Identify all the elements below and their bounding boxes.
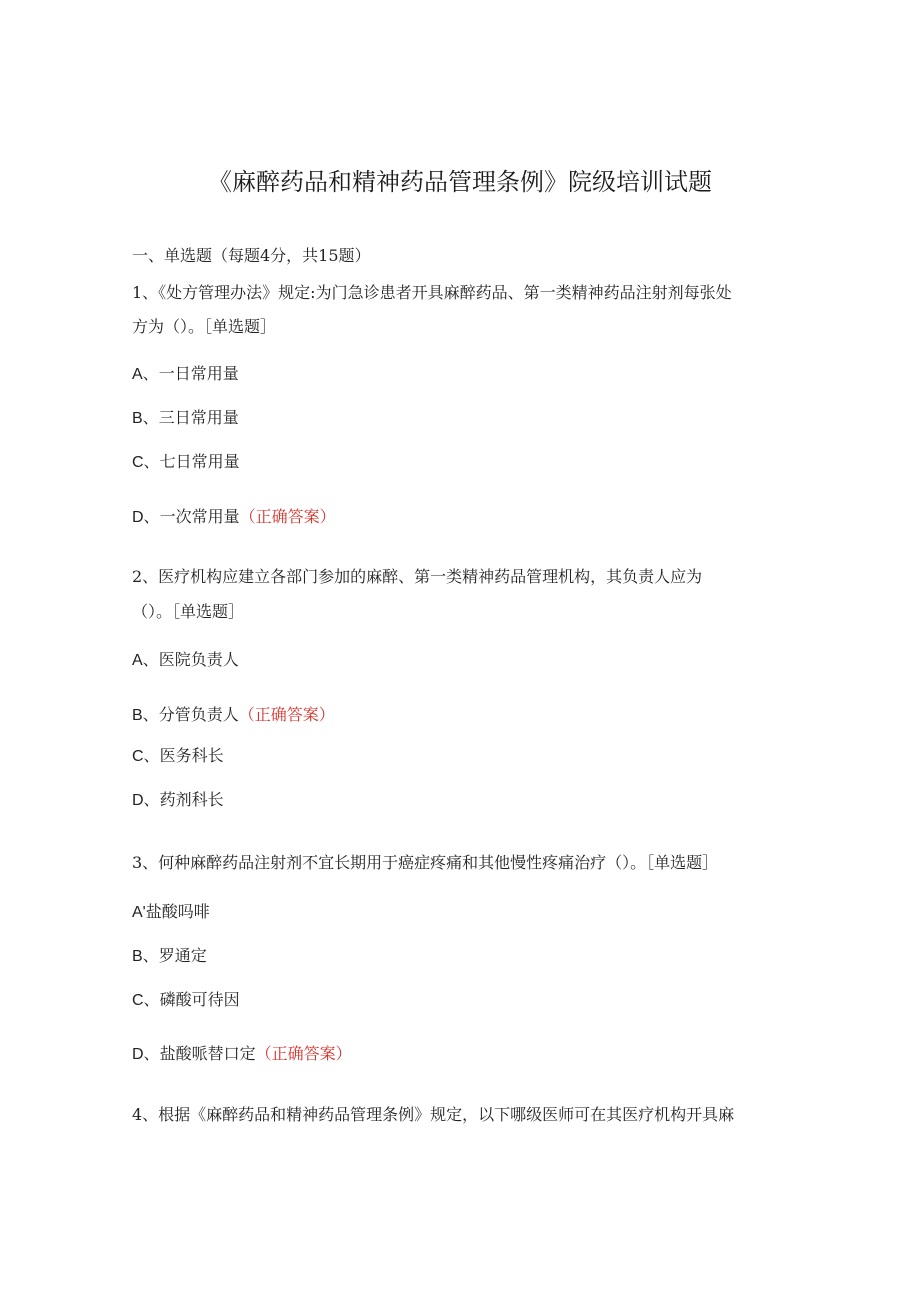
q3-option-b — [132, 946, 207, 967]
document-title: 《麻醉药品和精神药品管理条例》院级培训试题 — [208, 168, 712, 196]
option-text: 医务科长 — [159, 746, 224, 765]
question-2-text-cont: （）。［单选题］ — [132, 602, 245, 621]
q1-option-b — [132, 408, 239, 429]
option-prefix: B、 — [132, 707, 159, 724]
q1-option-d — [132, 507, 336, 528]
option-text: 罗通定 — [158, 946, 207, 965]
option-text: 盐酸吗啡 — [145, 902, 210, 921]
option-prefix: D、 — [132, 509, 160, 526]
q1-option-a — [132, 364, 239, 385]
correct-answer-marker: （正确答案） — [238, 705, 335, 724]
option-prefix: A' — [132, 904, 146, 921]
q2-option-c — [132, 746, 224, 767]
option-text: 一次常用量 — [159, 507, 240, 526]
q3-option-d — [132, 1044, 352, 1065]
option-text: 三日常用量 — [158, 408, 239, 427]
option-text: 药剂科长 — [159, 790, 224, 809]
q1-option-c — [132, 452, 240, 473]
option-text: 七日常用量 — [159, 452, 240, 471]
option-text: 医院负责人 — [158, 650, 239, 669]
question-1-text-cont: 方为（）。［单选题］ — [132, 317, 277, 336]
q2-option-d — [132, 790, 224, 811]
option-text: 分管负责人 — [158, 705, 239, 724]
option-prefix: C、 — [132, 992, 160, 1009]
option-prefix: B、 — [132, 410, 159, 427]
question-3-text: 3、何种麻醉药品注射剂不宜长期用于癌症疼痛和其他慢性疼痛治疗（）。［单选题］ — [132, 853, 719, 872]
q3-option-a — [132, 902, 210, 923]
option-prefix: D、 — [132, 1046, 160, 1063]
question-2-text: 2、医疗机构应建立各部门参加的麻醉、第一类精神药品管理机构，其负责人应为 — [132, 567, 703, 586]
q3-option-c — [132, 990, 240, 1011]
q2-option-b — [132, 705, 335, 726]
option-prefix: B、 — [132, 948, 159, 965]
option-text: 磷酸可待因 — [159, 990, 240, 1009]
correct-answer-marker: （正确答案） — [255, 1044, 352, 1063]
option-prefix: C、 — [132, 454, 160, 471]
option-prefix: D、 — [132, 792, 160, 809]
question-4-text: 4、根据《麻醉药品和精神药品管理条例》规定，以下哪级医师可在其医疗机构开具麻 — [132, 1105, 735, 1124]
q2-option-a — [132, 650, 239, 671]
option-prefix: C、 — [132, 748, 160, 765]
option-text: 一日常用量 — [158, 364, 239, 383]
correct-answer-marker: （正确答案） — [239, 507, 336, 526]
question-1-text: 1、《处方管理办法》规定:为门急诊患者开具麻醉药品、第一类精神药品注射剂每张处 — [132, 283, 732, 302]
section-heading: 一、单选题（每题4分，共15题） — [132, 246, 371, 265]
option-prefix: A、 — [132, 366, 159, 383]
option-text: 盐酸哌替口定 — [159, 1044, 256, 1063]
option-prefix: A、 — [132, 652, 159, 669]
